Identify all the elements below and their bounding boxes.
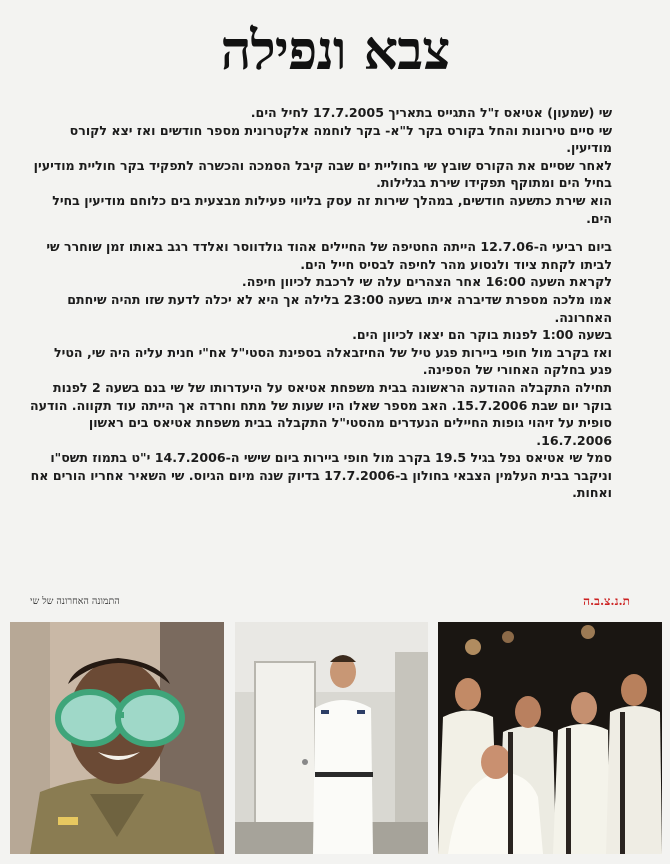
article-body [30, 104, 612, 502]
line: תחילה התקבלה ההודעה הראשונה בבית משפחת אטיאס על היעדרותו של שי בנם בשעה 2 לפנות בוקר יום שבת 15.7.2006. האב מספר שאלו היו שעות של מתח וחרדה אך הייתה עוד תקווה. הודעה סופית על זיהוי גופות החיילים הנעדרים מהסטי"ל התקבלה בבית משפחת אטיאס בים ראשון 16.7.2006. [29, 379, 612, 448]
paragraph-fall [30, 238, 612, 502]
line: לקראת השעה 16:00 אחר הצהרים עלה שי לרכבת לכיוון חיפה. [241, 274, 612, 290]
line: סמל שי אטיאס נפל בגיל 19.5 בקרב מול חופי ביירות ביום שישי ה-14.7.2006 י"ט בתמוז תשס"ו וניקבר בבית העלמין הצבאי בחולון ב-17.7.2006 בדיוק שנה מיום הגיוס. שי השאיר אחריו הורים אח ואחות. [30, 450, 612, 501]
line: בשעה 1:00 לפנות בוקר הם יצאו לכיוון הים. [352, 327, 612, 343]
page-title: צבא ונפילה [220, 18, 450, 82]
photo-soldier-sunglasses [10, 622, 224, 854]
line: ואז בקרב מול חופי ביירות פגע טיל של החיזבאלה בספינת הסטי"ל אח"י חנית עליה היה שי, הטיל פגע בחלקה האחורי של הספינה. [54, 344, 612, 378]
paragraph-service [30, 104, 612, 227]
line: ביום רביעי ה-12.7.06 הייתה החטיפה של החיילים אהוד גולדווסר ואלדד רגב באותו זמן שוחרר שי לביתו לקחת ציוד ולנסוע מהר לחיפה לבסיס חייל הים. [46, 239, 612, 272]
photo-sailors-group [438, 622, 662, 854]
line: אמו מלכה מספרת שדיברה איתו בשעה 23:00 בלילה אך היא לא יכלה לדעת שזו תהיה שיחתם האחרונה. [67, 291, 612, 325]
photo-sailor-standing [235, 622, 428, 854]
photo-caption: התמונה האחרונה של שי [30, 596, 120, 607]
line: הוא שירת כתשעה חודשים, במהלך שירות זה עסק בליווי פעילות מבצעית בים כלוחם מודיעין בחיל הים. [52, 192, 612, 226]
line: לאחר שסיים את הקורס שובץ שי בחוליית ים שבה קיבל הסמכה והכשרה לתפקיד בקר חוליית מודיעין בחיל הים ומתוקף תפקידו שירת בגלילות. [33, 157, 612, 191]
line: שי (שמעון) אטיאס ז"ל התגייס בתאריך 17.7.2005 לחיל הים. [250, 105, 612, 120]
line: שי סיים טירונות והחל בקורס בקר ל"א- בקר לוחמה אלקטרונית מספר חודשים ואז יצא לקורס מודיעין. [69, 122, 612, 156]
memorial-signature: ת.נ.צ.ב.ה [583, 594, 630, 608]
